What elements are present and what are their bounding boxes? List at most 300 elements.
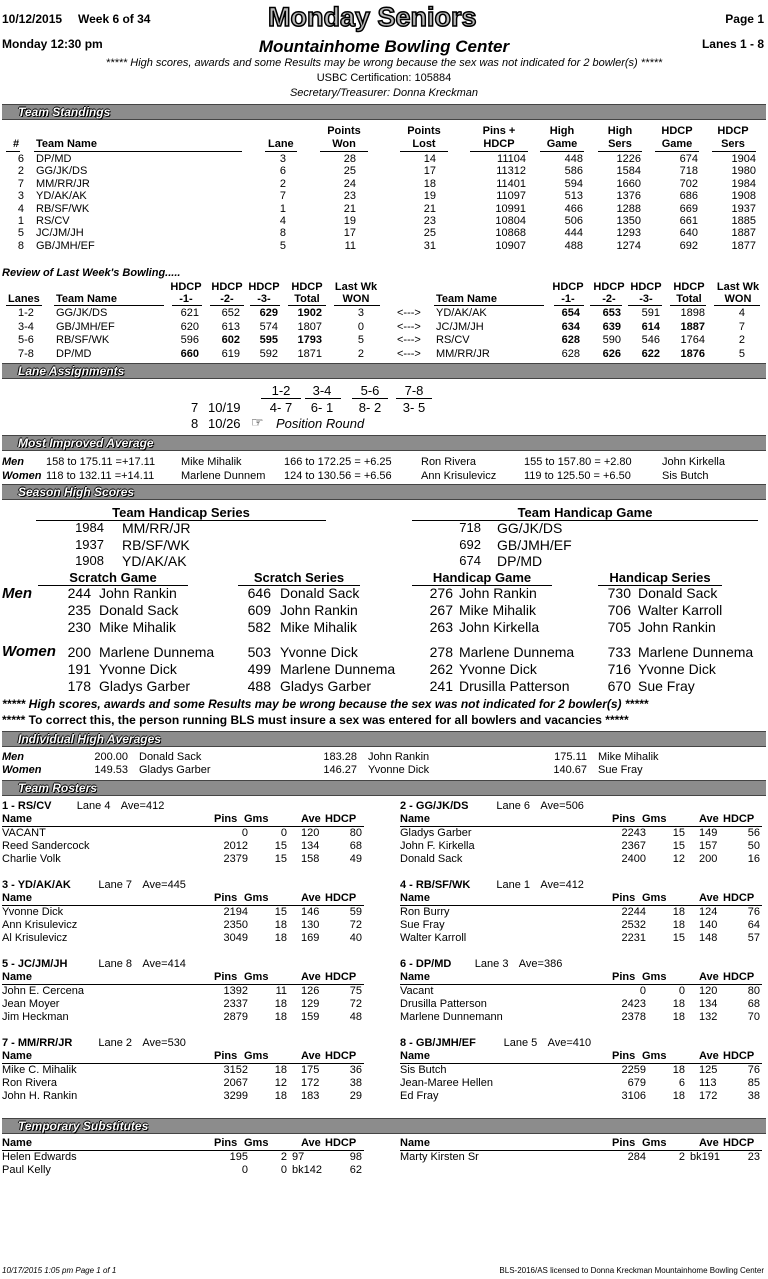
subs-header-ave: Ave <box>301 1137 321 1149</box>
most-improved-bar: Most Improved Average <box>2 435 766 451</box>
women-score-name: Marlene Dunnema <box>459 644 575 660</box>
roster-player-name: Ed Fray <box>400 1090 439 1102</box>
roster-player-pins: 3152 <box>223 1064 248 1076</box>
roster-header-name: Name <box>400 1050 430 1062</box>
roster-header-pins: Pins <box>612 1050 636 1062</box>
col-header-lane: Lane <box>268 138 294 150</box>
pointing-hand-icon: ☞ <box>251 414 264 430</box>
review-team-b: RS/CV <box>436 334 470 346</box>
review-header-top: HDCP <box>248 281 280 293</box>
roster-player-pins: 2532 <box>621 919 646 931</box>
roster-player-name: Reed Sandercock <box>2 840 90 852</box>
improved-b: 166 to 172.25 = +6.25 <box>284 456 392 468</box>
col-header-top: High <box>607 125 633 137</box>
review-total-b: 1887 <box>680 320 705 333</box>
ind-high-a: 200.00 <box>94 751 128 763</box>
review-underline <box>172 305 202 306</box>
men-score-value: 230 <box>67 619 91 635</box>
subs-header-ave: Ave <box>699 1137 719 1149</box>
women-score-name: Marlene Dunnema <box>280 661 396 677</box>
roster-header-gms: Gms <box>642 1050 667 1062</box>
review-game-b: 626 <box>602 347 621 360</box>
ind-high-b-name: Yvonne Dick <box>368 764 430 776</box>
roster-player-ave: 120 <box>699 985 718 997</box>
col-header-top: HDCP <box>661 125 693 137</box>
women-label: Women <box>2 643 56 660</box>
review-game-b: 628 <box>561 334 580 346</box>
ind-high-c-name: Mike Mihalik <box>598 751 659 763</box>
roster-player-name: Sue Fray <box>400 919 445 931</box>
women-score-value: 262 <box>429 661 453 677</box>
standing-high-game: 586 <box>564 165 583 178</box>
roster-player-gms: 18 <box>672 906 685 918</box>
sub-player-gms: 2 <box>280 1151 287 1163</box>
review-header-top: HDCP <box>211 281 243 293</box>
team-series-name: YD/AK/AK <box>122 553 187 569</box>
standing-hdcp-sers: 1937 <box>731 202 756 215</box>
men-score-value: 276 <box>429 585 453 601</box>
ind-high-bar: Individual High Averages <box>2 731 766 747</box>
roster-header-name: Name <box>2 813 32 825</box>
sub-player-name: Paul Kelly <box>2 1164 51 1176</box>
roster-player-pins: 2337 <box>223 998 248 1010</box>
roster-player-pins: 3299 <box>223 1090 248 1102</box>
review-underline <box>6 305 42 306</box>
roster-player-pins: 2194 <box>223 906 248 918</box>
standing-lane: 7 <box>279 190 286 203</box>
review-underline <box>554 305 584 306</box>
roster-header-pins: Pins <box>612 892 636 904</box>
women-score-name: Gladys Garber <box>99 678 191 694</box>
roster-header-name: Name <box>400 813 430 825</box>
roster-player-name: Ann Krisulevicz <box>2 919 78 931</box>
standing-won: 17 <box>343 227 356 240</box>
header-underline <box>34 151 242 152</box>
standing-high-game: 506 <box>564 215 583 227</box>
standing-hdcp-sers: 1908 <box>731 190 756 203</box>
roster-team-lane: Lane 5 <box>503 1037 538 1049</box>
usbc-cert: USBC Certification: 105884 <box>316 72 452 84</box>
roster-header-hdcp: HDCP <box>723 1050 755 1062</box>
review-game-a: 629 <box>259 307 278 319</box>
men-score-value: 609 <box>247 602 271 618</box>
day-time: Monday 12:30 pm <box>2 37 103 51</box>
men-score-name: Mike Mihalik <box>99 619 177 635</box>
lane-pair-underline <box>396 398 432 399</box>
roster-header-hdcp: HDCP <box>723 813 755 825</box>
roster-header-gms: Gms <box>244 813 269 825</box>
review-total-b: 1764 <box>680 334 705 346</box>
roster-player-hdcp: 72 <box>349 919 362 931</box>
sub-player-hdcp: 23 <box>747 1151 760 1163</box>
roster-player-name: VACANT <box>2 827 46 839</box>
roster-player-pins: 1392 <box>223 985 248 997</box>
roster-player-gms: 18 <box>672 1064 685 1076</box>
roster-player-name: Jean-Maree Hellen <box>400 1077 493 1089</box>
standing-hdcp-sers: 1980 <box>731 165 756 178</box>
men-score-name: John Rankin <box>280 602 358 618</box>
roster-team-title: 4 - RB/SF/WK <box>400 879 471 891</box>
subs-header-name: Name <box>2 1137 32 1149</box>
review-header-bottom: -1- <box>561 293 575 305</box>
standing-hdcp-sers: 1984 <box>731 177 756 190</box>
roster-player-hdcp: 40 <box>349 932 362 944</box>
standing-pins: 10804 <box>495 215 526 227</box>
roster-player-name: Ron Burry <box>400 906 450 918</box>
improved-a: 158 to 175.11 =+17.11 <box>46 456 156 468</box>
roster-player-ave: 132 <box>699 1011 718 1023</box>
roster-player-hdcp: 80 <box>747 985 760 997</box>
men-score-value: 244 <box>67 585 91 601</box>
review-game-a: 592 <box>259 347 278 360</box>
men-score-value: 582 <box>247 619 271 635</box>
roster-team-ave: Ave=412 <box>540 879 584 891</box>
roster-header-hdcp: HDCP <box>723 892 755 904</box>
sub-player-name: Marty Kirsten Sr <box>400 1151 479 1163</box>
standing-lost: 14 <box>423 153 436 165</box>
men-score-name: John Kirkella <box>459 619 540 635</box>
header-underline <box>540 151 584 152</box>
review-game-a: 660 <box>180 347 199 360</box>
header-underline <box>655 151 699 152</box>
women-score-name: Marlene Dunnema <box>99 644 215 660</box>
review-arrow: <---> <box>397 347 421 360</box>
subs-header-hdcp: HDCP <box>325 1137 357 1149</box>
col-header-bottom: Game <box>661 138 693 150</box>
roster-header-hdcp: HDCP <box>325 892 357 904</box>
men-score-value: 730 <box>607 585 631 601</box>
team-standings-bar: Team Standings <box>2 104 766 120</box>
review-underline <box>210 305 244 306</box>
roster-player-gms: 0 <box>280 827 287 839</box>
roster-player-name: John H. Rankin <box>2 1090 78 1102</box>
review-total-a: 1793 <box>297 334 322 346</box>
col-header-top: Pins + <box>482 125 516 137</box>
review-lanes: 7-8 <box>18 347 34 360</box>
roster-team-title: 1 - RS/CV <box>2 800 52 812</box>
review-team-a: GB/JMH/EF <box>56 320 115 333</box>
review-game-b: 614 <box>641 320 660 333</box>
lane-week: 7 <box>191 400 199 415</box>
standing-hdcp-game: 686 <box>679 190 698 203</box>
review-won-a: 2 <box>357 347 364 360</box>
women-score-value: 503 <box>247 644 271 660</box>
standing-high-sers: 1660 <box>616 177 641 190</box>
roster-header-hdcp: HDCP <box>325 971 357 983</box>
roster-header-hdcp: HDCP <box>723 971 755 983</box>
sub-player-pins: 195 <box>229 1151 248 1163</box>
roster-player-ave: 172 <box>699 1090 718 1102</box>
review-header-top: Last Wk <box>334 281 378 293</box>
review-underline <box>590 305 622 306</box>
roster-player-pins: 3049 <box>223 932 248 944</box>
roster-player-name: John E. Cercena <box>2 985 84 997</box>
footer-left: 10/17/2015 1:05 pm Page 1 of 1 <box>2 1266 117 1275</box>
roster-player-gms: 15 <box>274 840 287 852</box>
review-won-b: 7 <box>738 320 745 333</box>
subs-bar: Temporary Substitutes <box>2 1118 766 1134</box>
review-underline <box>250 305 280 306</box>
lane-pair-underline <box>352 398 388 399</box>
improved-b-name: Ron Rivera <box>421 456 477 468</box>
roster-header-pins: Pins <box>214 813 238 825</box>
roster-player-ave: 175 <box>301 1064 320 1076</box>
women-score-value: 241 <box>429 678 453 694</box>
roster-header-name: Name <box>2 892 32 904</box>
improved-a-name: Mike Mihalik <box>181 456 242 468</box>
standing-high-game: 594 <box>564 177 583 190</box>
women-score-value: 733 <box>607 644 631 660</box>
col-header-bottom: HDCP <box>483 138 515 150</box>
review-game-b: 591 <box>641 307 660 319</box>
review-header-bottom: -3- <box>639 293 653 305</box>
team-game-name: GB/JMH/EF <box>497 536 572 553</box>
men-score-name: Donald Sack <box>99 602 179 618</box>
sub-player-ave: 97 <box>292 1151 305 1163</box>
season-col-header: Scratch Series <box>238 570 360 586</box>
standing-team: DP/MD <box>36 153 72 165</box>
roster-player-name: Sis Butch <box>400 1064 447 1076</box>
subs-header-hdcp: HDCP <box>723 1137 755 1149</box>
review-header-top: Last Wk <box>716 281 760 293</box>
roster-player-pins: 2879 <box>223 1011 248 1023</box>
roster-player-gms: 18 <box>274 1064 287 1076</box>
col-header-top: Points <box>327 125 361 137</box>
team-series-name: MM/RR/JR <box>122 520 191 536</box>
review-lanes: 3-4 <box>18 320 34 333</box>
standing-hdcp-sers: 1877 <box>731 239 756 252</box>
roster-team-title: 5 - JC/JM/JH <box>2 958 68 970</box>
subs-header-gms: Gms <box>642 1137 667 1149</box>
roster-player-name: Al Krisulevicz <box>2 932 68 944</box>
lane-pair-header: 7-8 <box>404 383 424 398</box>
roster-player-pins: 2259 <box>621 1064 646 1076</box>
roster-header-name: Name <box>400 971 430 983</box>
standing-lane: 4 <box>279 215 286 227</box>
team-series-value: 1937 <box>75 536 104 552</box>
roster-header-name: Name <box>400 892 430 904</box>
team-game-name: DP/MD <box>497 553 543 569</box>
review-game-b: 628 <box>561 347 580 360</box>
roster-team-lane: Lane 3 <box>474 958 509 970</box>
roster-player-hdcp: 57 <box>747 932 760 944</box>
standing-team: YD/AK/AK <box>36 190 87 203</box>
review-game-b: 590 <box>602 334 621 346</box>
review-game-a: 602 <box>221 334 240 346</box>
standing-team: GB/JMH/EF <box>36 239 95 252</box>
men-label: Men <box>2 585 32 602</box>
roster-player-hdcp: 16 <box>747 853 760 865</box>
sex-note-1: ***** High scores, awards and some Results may be wrong because the sex was not indicated for 2 bowler(s) ***** <box>2 697 649 711</box>
roster-player-hdcp: 64 <box>747 919 760 931</box>
roster-player-pins: 3106 <box>621 1090 646 1102</box>
lane-assignment: 3- 5 <box>402 400 426 415</box>
subs-header-pins: Pins <box>612 1137 636 1149</box>
team-game-value: 692 <box>459 536 481 552</box>
roster-player-ave: 157 <box>699 840 718 852</box>
lane-date: 10/26 <box>208 416 241 431</box>
roster-header-hdcp: HDCP <box>325 1050 357 1062</box>
team-series-value: 1908 <box>75 553 104 568</box>
roster-player-hdcp: 76 <box>747 1064 760 1076</box>
roster-player-gms: 18 <box>672 1011 685 1023</box>
roster-player-name: Jim Heckman <box>2 1011 69 1023</box>
review-won-b: 2 <box>738 334 745 346</box>
women-score-name: Drusilla Patterson <box>459 678 570 694</box>
men-score-value: 235 <box>67 602 91 618</box>
standing-pins: 10907 <box>495 239 526 252</box>
review-game-b: 634 <box>561 320 580 333</box>
review-lanes: 5-6 <box>18 334 34 346</box>
men-score-name: Mike Mihalik <box>280 619 358 635</box>
col-header-bottom: Lost <box>412 138 436 150</box>
women-score-name: Yvonne Dick <box>99 661 177 677</box>
review-game-a: 620 <box>180 320 199 333</box>
review-underline <box>54 305 164 306</box>
standing-hdcp-game: 640 <box>679 227 698 240</box>
review-header-top: HDCP <box>552 281 584 293</box>
roster-team-ave: Ave=386 <box>518 958 563 970</box>
roster-player-gms: 18 <box>274 1090 287 1102</box>
women-score-value: 178 <box>67 678 91 694</box>
improved-c-name: John Kirkella <box>662 456 725 468</box>
roster-player-hdcp: 56 <box>747 827 760 839</box>
standing-high-sers: 1226 <box>616 153 641 165</box>
roster-player-name: Yvonne Dick <box>2 906 64 918</box>
review-arrow: <---> <box>397 334 421 346</box>
men-score-name: Donald Sack <box>638 585 718 601</box>
review-underline <box>714 305 760 306</box>
review-game-a: 613 <box>221 320 240 333</box>
review-game-a: 596 <box>180 334 199 346</box>
roster-header-ave: Ave <box>301 892 321 904</box>
roster-header-ave: Ave <box>699 1050 719 1062</box>
roster-player-pins: 679 <box>627 1077 646 1089</box>
roster-player-gms: 15 <box>672 840 685 852</box>
improved-label: Women <box>2 469 42 482</box>
roster-header-name: Name <box>2 1050 32 1062</box>
review-total-a: 1902 <box>297 307 322 319</box>
sub-player-gms: 0 <box>280 1164 287 1176</box>
standing-high-sers: 1584 <box>616 165 641 178</box>
standing-num: 1 <box>17 215 24 227</box>
review-header-bottom: WON <box>724 293 752 305</box>
roster-player-pins: 2378 <box>621 1011 646 1023</box>
roster-player-gms: 0 <box>678 985 685 997</box>
ind-high-b: 146.27 <box>323 764 357 776</box>
team-game-value: 674 <box>459 553 481 568</box>
roster-player-hdcp: 59 <box>349 906 362 918</box>
lane-pair-header: 5-6 <box>360 383 380 398</box>
col-header-bottom: Sers <box>721 138 745 150</box>
team-series-value: 1984 <box>75 520 104 535</box>
sub-player-ave: bk191 <box>690 1151 720 1163</box>
standing-pins: 11401 <box>496 177 526 190</box>
improved-c: 119 to 125.50 = +6.50 <box>524 469 631 482</box>
roster-player-gms: 18 <box>672 1090 685 1102</box>
team-hdcp-game-title: Team Handicap Game <box>412 505 758 521</box>
header-underline <box>6 151 20 152</box>
roster-player-gms: 15 <box>672 932 685 944</box>
standing-hdcp-game: 669 <box>679 202 698 215</box>
review-header-top: HDCP <box>170 281 202 293</box>
roster-team-ave: Ave=506 <box>540 800 584 812</box>
review-lanes: 1-2 <box>18 307 34 319</box>
ind-high-c: 140.67 <box>553 764 587 776</box>
roster-player-name: Drusilla Patterson <box>400 998 487 1010</box>
header-underline <box>712 151 756 152</box>
review-header-bottom: -2- <box>220 293 234 305</box>
roster-player-pins: 2400 <box>621 853 646 865</box>
standing-lost: 19 <box>423 190 436 203</box>
standing-num: 5 <box>17 227 24 240</box>
standing-lost: 31 <box>423 239 436 252</box>
team-series-name: RB/SF/WK <box>122 536 190 553</box>
review-arrow: <---> <box>397 307 421 319</box>
standing-won: 19 <box>343 215 356 227</box>
roster-team-lane: Lane 6 <box>496 800 531 812</box>
women-score-name: Gladys Garber <box>280 678 372 694</box>
review-header-top: HDCP <box>593 281 625 293</box>
lane-assignment: 8- 2 <box>358 400 382 415</box>
review-game-a: 619 <box>221 347 240 360</box>
lane-pair-header: 3-4 <box>312 383 332 398</box>
standing-hdcp-game: 718 <box>679 165 698 178</box>
review-header-bottom: -3- <box>257 293 271 305</box>
page-number: Page 1 <box>725 12 764 26</box>
roster-header-ave: Ave <box>301 813 321 825</box>
standing-won: 28 <box>343 153 356 165</box>
ind-high-c: 175.11 <box>554 751 587 763</box>
subs-header-pins: Pins <box>214 1137 238 1149</box>
roster-header-ave: Ave <box>301 971 321 983</box>
men-score-value: 706 <box>607 602 631 618</box>
report-date: 10/12/2015 <box>2 12 63 26</box>
women-score-name: Marlene Dunnema <box>638 644 754 660</box>
review-underline <box>334 305 380 306</box>
standing-high-sers: 1376 <box>616 190 641 203</box>
roster-player-gms: 6 <box>678 1077 685 1089</box>
col-header-top: Points <box>407 125 441 137</box>
sub-player-pins: 0 <box>241 1164 248 1176</box>
roster-header-gms: Gms <box>642 971 667 983</box>
rosters-bar: Team Rosters <box>2 780 766 796</box>
roster-player-hdcp: 49 <box>349 853 362 865</box>
roster-player-ave: 158 <box>301 853 320 865</box>
roster-player-ave: 159 <box>301 1011 320 1023</box>
roster-header-pins: Pins <box>612 813 636 825</box>
men-score-name: Donald Sack <box>280 585 360 601</box>
review-title: Review of Last Week's Bowling..... <box>2 267 181 279</box>
roster-player-gms: 18 <box>672 919 685 931</box>
season-high-bar: Season High Scores <box>2 484 766 500</box>
ind-high-c-name: Sue Fray <box>598 764 643 776</box>
team-hdcp-series-title: Team Handicap Series <box>36 505 326 521</box>
sub-player-hdcp: 62 <box>349 1164 362 1176</box>
roster-player-hdcp: 50 <box>747 840 760 852</box>
roster-player-hdcp: 36 <box>349 1064 362 1076</box>
standing-hdcp-game: 661 <box>679 215 698 227</box>
standing-high-game: 488 <box>564 239 583 252</box>
review-header-team-2: Team Name <box>436 293 497 305</box>
standing-pins: 10991 <box>495 202 526 215</box>
review-game-a: 621 <box>180 307 199 319</box>
men-score-value: 646 <box>247 585 271 601</box>
roster-header-ave: Ave <box>301 1050 321 1062</box>
men-score-name: Walter Karroll <box>638 602 723 618</box>
roster-player-hdcp: 85 <box>747 1077 760 1089</box>
women-score-name: Sue Fray <box>638 678 695 694</box>
